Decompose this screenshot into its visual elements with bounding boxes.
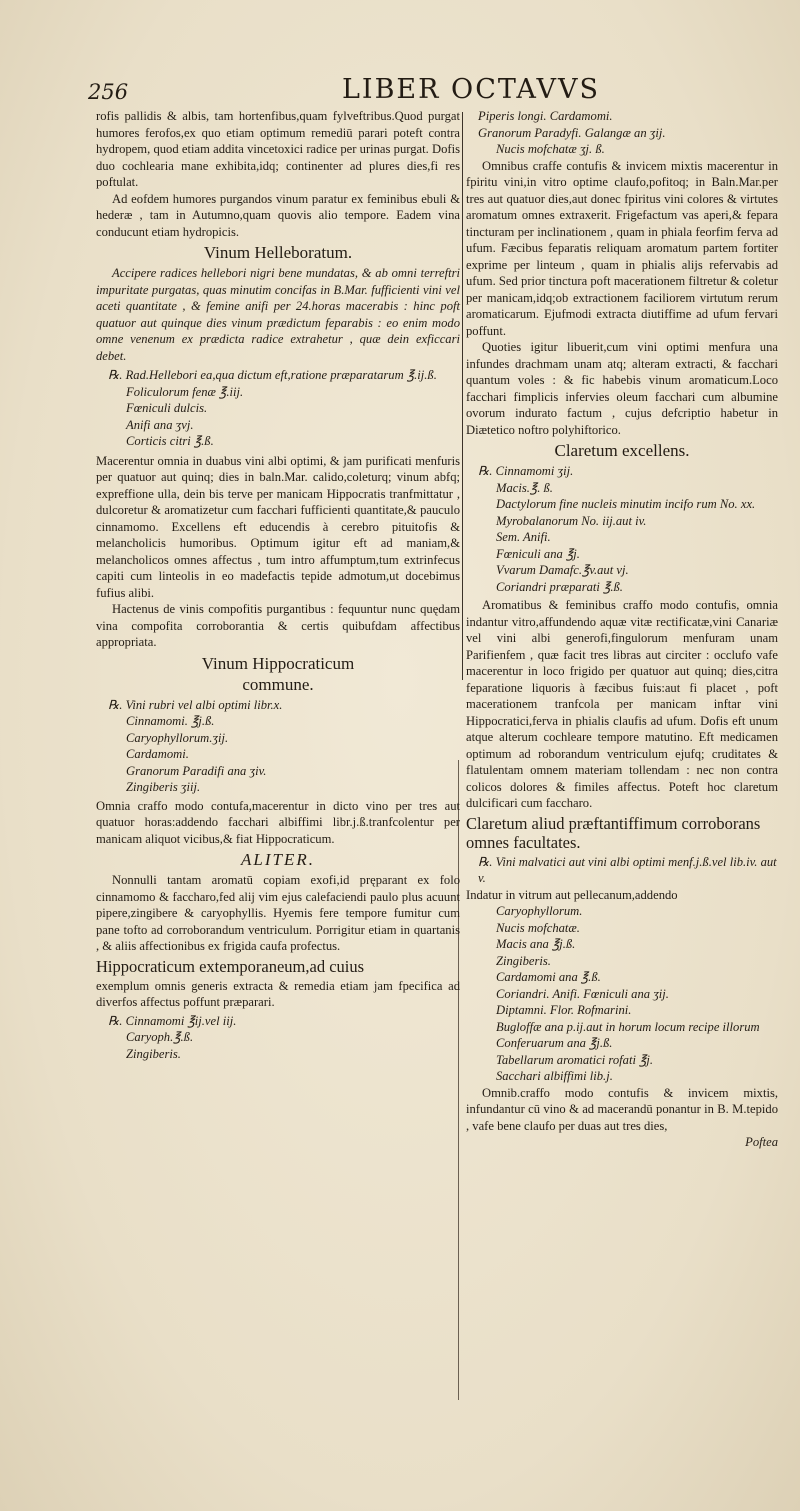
recipe-line: Fœniculi dulcis. [126, 401, 208, 415]
paragraph: Hactenus de vinis compofitis purgantibus : fequuntur nunc quędam vina compofita corroborantia & certis quibufdam affectibus appropriata. [96, 602, 460, 649]
recipe-list [96, 367, 460, 450]
paragraph: Quoties igitur libuerit,cum vini optimi menfura una infundes drachmam unam atq; alteram extracti, & facchari quantum voles : & fic habebis vinum aromaticum.Loco facchari fimplicis infervies oleum facchari cum albumine ovorum indurato factum , cujus defcriptio habetur in Diætetico noftro polyhiftorico. [466, 340, 778, 437]
paragraph: Aromatibus & feminibus craffo modo contufis, omnia indantur vitro,affundendo aquæ vitæ rectificatæ,vini Canariæ vel vini albi generofi,fingulorum menfuram unam Parifienfem , quæ facit tres libras aut circiter : occlufo vafe macerentur in loco frigido per quatuor aut quinq; dies,citra feparatione liquoris à fæcibus fuis:aut fi placet , poft macerationem tranfcola per manicam inftar vini Hippocratici,ferva in phialis claufis ad ufum. Dofis eft unum atque alterum cochleare tempore matutino. Eft medicamen optimum ad roborandum ventriculum ejufq; cruditates & flatulentam omnem materiam tollendam : nec non contra colicos dolores & fimiles affectus. Poteft hoc claretum dulcificari cum faccharo. [466, 598, 778, 810]
recipe-line: Coriandri præparati ℥.ß. [496, 579, 623, 594]
paragraph: rofis pallidis & albis, tam hortenfibus,quam fylveftribus.Quod purgat humores ferofos,ex quo etiam optimum remediū parari poteft contra hydropem, quod etiam addita vincetoxici radice per urinas purgat. Dofis duo cochlearia mane exhibita,idq; continenter ad plures dies,fi res poftulat. [96, 109, 460, 189]
paragraph: Indatur in vitrum aut pellecanum,addendo [466, 887, 678, 902]
recipe-line: Macis ana ℥j.ß. [496, 937, 576, 951]
catchword: Poftea [745, 1135, 778, 1149]
running-head: LIBER OCTAVVS [342, 74, 601, 105]
recipe-line: Caryophyllorum. [496, 904, 583, 918]
recipe-line: ℞. Cinnamomi ℥ij.vel iij. [108, 1013, 237, 1028]
recipe-line: Dactylorum fine nucleis minutim incifo rum No. xx. [496, 497, 756, 511]
recipe-line: Cinnamomi. ℥j.ß. [126, 714, 215, 728]
paragraph: Omnibus craffe contufis & invicem mixtis macerentur in fpiritu vini,in vitro optime claufo,pofitoq; in Baln.Mar.per tres aut quatuor dies,aut donec fpiritus vini colores & virtutes aromatum omnes extraxerit. Frigefactum vas aperi,& fepara tincturam per inclinationem , quam in phiala feorfim ferva ad ufum. Fæcibus feparatis reliquam aromatum partem fortiter exprime per linteum , quam in phialis alijs refervabis ad ufum. Sed prior tinctura poft macerationem filtretur & coletur per manicam,idq;ob extractionem faciliorem virtutum rerum aromaticarum. Ejufmodi extracta diutiffime ad ufum fervari poffunt. [466, 158, 778, 338]
recipe-line: Nucis mofchatæ ʒj. ß. [496, 142, 605, 156]
recipe-line: Nucis mofchatæ. [496, 920, 580, 935]
recipe-line: Vvarum Damafc.℥v.aut vj. [496, 563, 629, 577]
recipe-line: Sem. Anifi. [496, 530, 551, 544]
section-heading: Hippocraticum extemporaneum,ad cuius [96, 956, 365, 976]
recipe-line: Zingiberis. [126, 1046, 181, 1061]
recipe-line: Cardamomi ana ℥.ß. [496, 970, 601, 984]
recipe-line: Sacchari albiffimi lib.j. [496, 1069, 613, 1083]
recipe-line: Macis.℥. ß. [496, 480, 553, 495]
recipe-line: Corticis citri ℥.ß. [126, 434, 214, 448]
recipe-line: Granorum Paradifi ana ʒiv. [126, 763, 267, 778]
recipe-line: Myrobalanorum No. iij.aut iv. [496, 513, 647, 528]
section-heading: Vinum Helleboratum. [203, 243, 353, 262]
recipe-line: ℞. Rad.Hellebori ea,qua dictum eft,ratione præparatarum ℥.ij.ß. [108, 368, 437, 382]
page-number: 256 [88, 80, 129, 104]
recipe-line: Cardamomi. [126, 747, 189, 761]
section-heading: commune. [242, 674, 314, 694]
recipe-list [466, 854, 778, 887]
recipe-line: Granorum Paradyfi. Galangæ an ʒij. [478, 125, 666, 140]
section-heading: Claretum aliud præftantiffimum corroborans omnes facultates. [466, 813, 761, 852]
recipe-list [96, 697, 460, 796]
section-heading: ALITER. [241, 850, 315, 869]
recipe-line: ℞. Vini rubri vel albi optimi libr.x. [108, 697, 283, 712]
recipe-line: Anifi ana ʒvj. [126, 417, 194, 432]
recipe-line: Zingiberis ʒiij. [126, 780, 201, 794]
recipe-line: ℞. Vini malvatici aut vini albi optimi menf.j.ß.vel lib.iv. aut v. [478, 854, 777, 885]
recipe-line: Bugloffæ ana p.ij.aut in horum locum recipe illorum Conferuarum ana ℥j.ß. [496, 1019, 760, 1050]
recipe-line: Fœniculi ana ℥j. [496, 546, 580, 561]
recipe-line: Diptamni. Flor. Rofmarini. [496, 1003, 632, 1017]
paragraph: Nonnulli tantam aromatū copiam exofi,id pręparant ex folo cinnamomo & faccharo,fed alij vim ejus calefaciendi paulo plus acuunt pipere,zingibere & caryophyllis. Hyemis fere tempore fumitur cum pane tofto ad corroborandum ventriculum. Porrigitur etiam in quartanis , & aliis affectionibus ex frigida caufa profectus. [96, 873, 460, 953]
recipe-list [466, 108, 778, 158]
recipe-line: Coriandri. Anifi. Fœniculi ana ʒij. [496, 986, 669, 1001]
column-rule-upper [462, 112, 463, 680]
paragraph: Ad eofdem humores purgandos vinum paratur ex feminibus ebuli & hederæ , tam in Autumno,quam quovis alio tempore. Eadem vina conducunt etiam hydropicis. [96, 191, 460, 239]
paragraph: Omnib.craffo modo contufis & invicem mixtis, infundantur cū vino & ad macerandū ponantur in B. M.tepido , vafe bene claufo per duas aut tres dies, [466, 1085, 778, 1133]
paragraph: Accipere radices hellebori nigri bene mundatas, & ab omni terreftri impuritate purgatas, quas minutim concifas in B.Mar. fufficienti vini vel aceti quantitate , & femine anifi per 24.horas macerabis : hinc poft quatuor aut quinque dies vinum prædictum feparabis : eo enim modo omne venenum ex prædicta radice extrahetur , quæ dein exficcari debet. [96, 266, 460, 363]
recipe-line: Caryophyllorum.ʒij. [126, 730, 229, 745]
recipe-line: Foliculorum fenæ ℥.iij. [126, 384, 244, 399]
recipe-list [466, 463, 778, 595]
right-column [466, 108, 778, 1151]
paragraph: exemplum omnis generis extracta & remedia etiam jam fpecifica ad diverfos affectus poffunt præparari. [96, 978, 460, 1009]
page-header [0, 70, 800, 110]
recipe-line: Tabellarum aromatici rofati ℥j. [496, 1052, 654, 1067]
recipe-line: Caryoph.℥.ß. [126, 1030, 194, 1044]
paragraph: Macerentur omnia in duabus vini albi optimi, & jam purificati menfuris per quatuor aut quinq; dies in baln.Mar. calido,coleturq; vinum abfq; expreffione ulla, dein bis terve per manicam Hippocratis tranfmittatur , dulcoretur & aromatizetur cum facchari fufficienti quantitate,& pauculo cinnamomo. Excellens eft educendis à cerebro pituitofis & melancholicis humoribus. Optimum igitur eft ad maniam,& melancholicos omnes affectus , tum intro affumptum,tum extrinfecus capiti cum linteolis in eo madefactis tepide admotum,ut docebimus fufius alibi. [96, 453, 460, 600]
section-heading: Claretum excellens. [554, 441, 690, 460]
recipe-line: Zingiberis. [496, 953, 551, 968]
recipe-line: Piperis longi. Cardamomi. [478, 109, 613, 123]
recipe-line: ℞. Cinnamomi ʒij. [478, 464, 574, 478]
section-heading: Vinum Hippocraticum [201, 653, 355, 673]
left-column [96, 108, 460, 1062]
recipe-list [466, 903, 778, 1085]
recipe-list [96, 1013, 460, 1063]
paragraph: Omnia craffo modo contufa,macerentur in dicto vino per tres aut quatuor horas:addendo facchari albiffimi libr.j.ß.tranfcolentur per manicam aliquot vicibus,& fiat Hippocraticum. [96, 798, 460, 846]
